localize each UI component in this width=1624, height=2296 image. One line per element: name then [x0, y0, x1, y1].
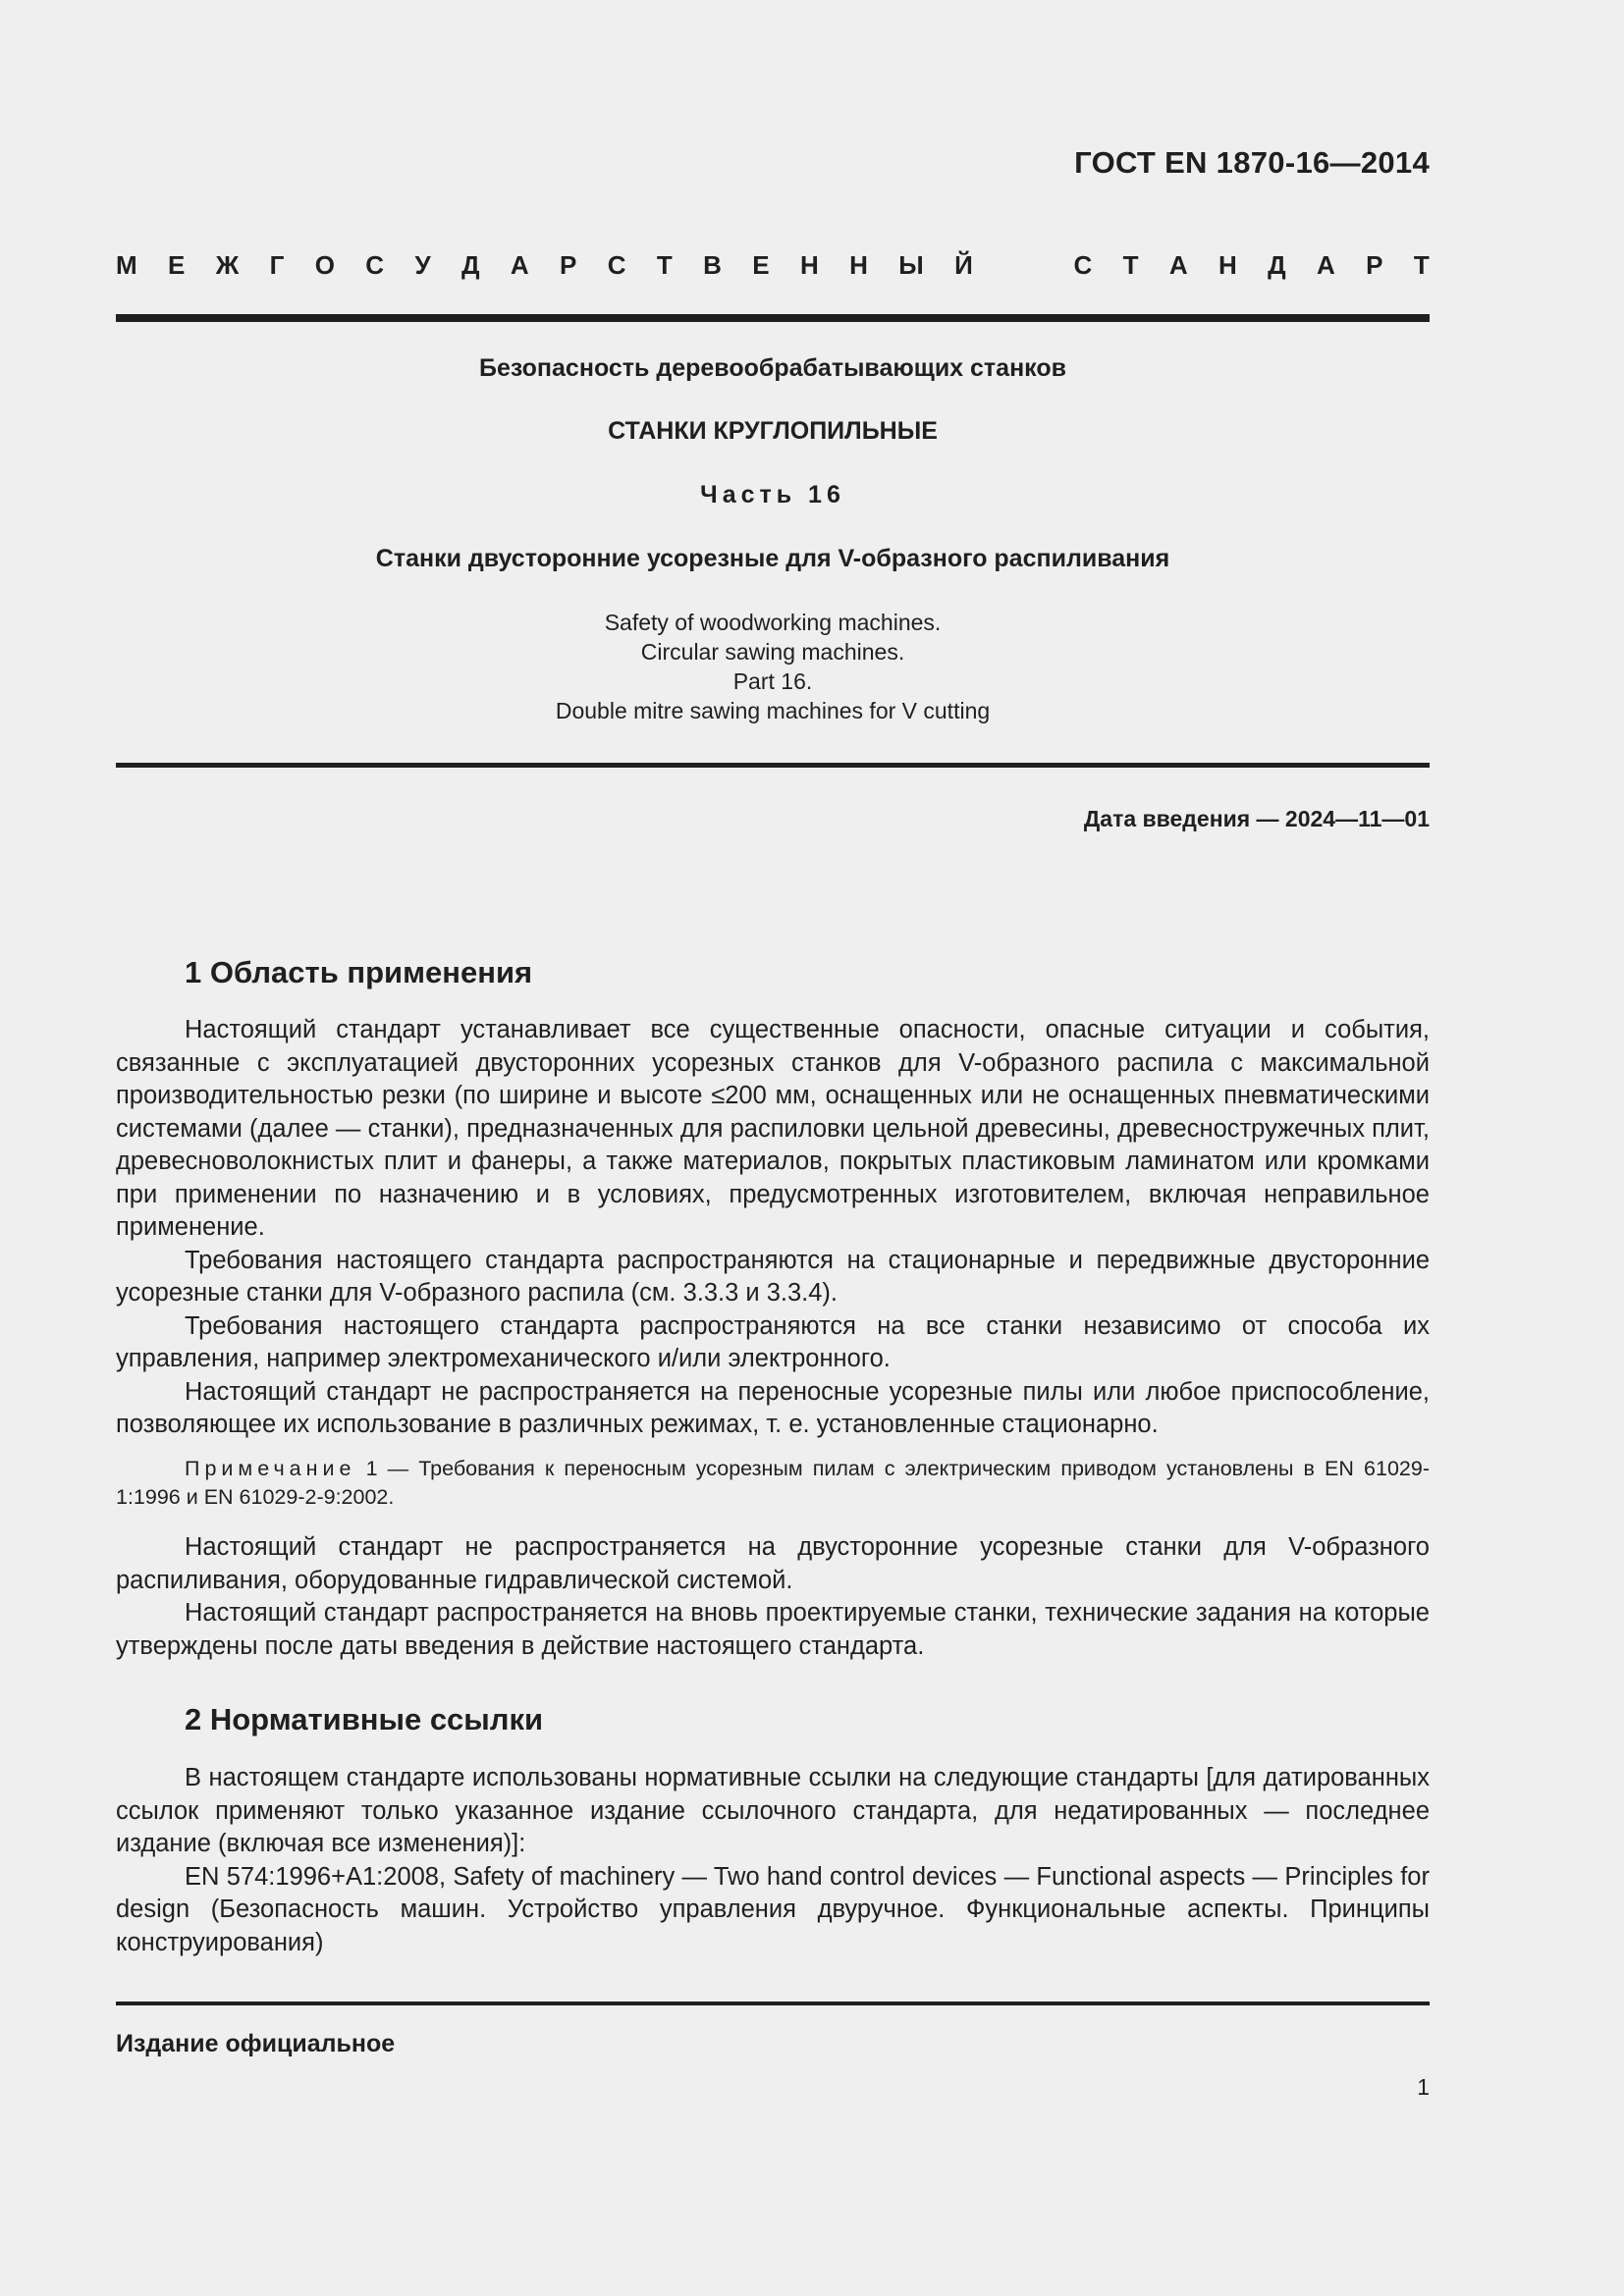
- page-number: 1: [1417, 2074, 1430, 2100]
- section-1-heading: 1 Область применения: [185, 955, 533, 989]
- standard-designation: ГОСТ EN 1870-16—2014: [1074, 145, 1430, 180]
- paragraph: Настоящий стандарт устанавливает все существенные опасности, опасные ситуации и события, связанные с эксплуатацией двусторонних усорезных станков для V-образного распила с максимальной производительностью резки (по ширине и высоте ≤200 мм, оснащенных или не оснащенных пневматическими системами (далее — станки), предназначенных для распиловки цельной древесины, древесностружечных плит, древесноволокнистых плит и фанеры, а также материалов, покрытых пластиковым ламинатом или кромками при применении по назначению и в условиях, предусмотренных изготовителем, включая неправильное применение.: [116, 1016, 1430, 1241]
- english-title-line-2: Circular sawing machines.: [640, 639, 905, 665]
- title-divider: [116, 763, 1430, 768]
- section-1-body: [116, 1014, 1430, 1442]
- english-title-line-1: Safety of woodworking machines.: [604, 610, 942, 635]
- paragraph: EN 574:1996+A1:2008, Safety of machinery — Two hand control devices — Functional aspects — Principles for design (Безопасность машин. Устройство управления двуручное. Функциональные аспекты. Принципы конструирования): [116, 1862, 1430, 1956]
- banner-letter: С: [365, 250, 385, 280]
- banner-letter: Р: [1366, 250, 1383, 280]
- banner-letter: Т: [1122, 250, 1139, 280]
- paragraph: Настоящий стандарт не распространяется на переносные усорезные пилы или любое приспособление, позволяющее их использование в различных режимах, т. е. установленные стационарно.: [116, 1377, 1430, 1438]
- part-label: Часть 16: [700, 481, 845, 508]
- banner-letter: Й: [954, 250, 973, 280]
- banner-letter: Г: [269, 250, 285, 280]
- paragraph: Требования настоящего стандарта распространяются на все станки независимо от способа их управления, например электромеханического и/или электронного.: [116, 1311, 1430, 1372]
- banner-letter: Д: [460, 250, 480, 280]
- banner-letter: А: [1168, 250, 1188, 280]
- title-line-2: СТАНКИ КРУГЛОПИЛЬНЫЕ: [608, 417, 938, 445]
- note-label: Примечание: [185, 1457, 356, 1480]
- note: [116, 1455, 1430, 1512]
- banner-letter: Ж: [215, 250, 240, 280]
- banner-letter: Е: [752, 250, 770, 280]
- banner-letter: Р: [560, 250, 577, 280]
- banner-letter: М: [116, 250, 137, 280]
- banner-letter: О: [314, 250, 335, 280]
- banner-letter: Ы: [898, 250, 924, 280]
- banner-letter: Н: [1218, 250, 1237, 280]
- title-line-1: Безопасность деревообрабатывающих станков: [478, 354, 1067, 382]
- interstate-standard-banner: [116, 250, 1430, 281]
- banner-letter: Т: [656, 250, 673, 280]
- banner-word-gap: [1003, 250, 1043, 281]
- banner-letter: Т: [1413, 250, 1430, 280]
- banner-letter: Н: [799, 250, 819, 280]
- section-1-body-continued: [116, 1531, 1430, 1663]
- introduction-date: Дата введения — 2024—11—01: [1083, 806, 1430, 831]
- banner-letter: В: [703, 250, 722, 280]
- banner-letter: Д: [1268, 250, 1286, 280]
- paragraph: Настоящий стандарт не распространяется на двусторонние усорезные станки для V-образного распиливания, оборудованные гидравлической системой.: [116, 1533, 1430, 1594]
- official-edition-label: Издание официальное: [116, 2030, 396, 2057]
- banner-letter: С: [1073, 250, 1093, 280]
- note-text: 1 — Требования к переносным усорезным пилам с электрическим приводом установлены в EN 61029-1:1996 и EN 61029-2-9:2002.: [116, 1457, 1430, 1509]
- banner-letter: А: [510, 250, 529, 280]
- footer-divider: [116, 2002, 1430, 2005]
- banner-letter: Е: [168, 250, 186, 280]
- section-2-heading: 2 Нормативные ссылки: [185, 1702, 544, 1736]
- banner-letter: С: [607, 250, 626, 280]
- english-title: [116, 608, 1430, 725]
- banner-letter: А: [1317, 250, 1335, 280]
- english-title-line-3: Part 16.: [732, 668, 813, 694]
- paragraph: Настоящий стандарт распространяется на вновь проектируемые станки, технические задания на которые утверждены после даты введения в действие настоящего стандарта.: [116, 1599, 1430, 1660]
- banner-letter: Н: [849, 250, 868, 280]
- note-paragraph: [116, 1455, 1430, 1512]
- section-2-body: [116, 1762, 1430, 1959]
- banner-letter: У: [414, 250, 431, 280]
- paragraph: Требования настоящего стандарта распространяются на стационарные и передвижные двусторонние усорезные станки для V-образного распила (см. 3.3.3 и 3.3.4).: [116, 1246, 1430, 1307]
- english-title-line-4: Double mitre sawing machines for V cutting: [555, 698, 991, 723]
- top-divider: [116, 314, 1430, 322]
- title-line-4: Станки двусторонние усорезные для V-образного распиливания: [375, 545, 1170, 572]
- paragraph: В настоящем стандарте использованы нормативные ссылки на следующие стандарты [для датированных ссылок применяют только указанное издание ссылочного стандарта, для недатированных — последнее издание (включая все изменения)]:: [116, 1764, 1430, 1857]
